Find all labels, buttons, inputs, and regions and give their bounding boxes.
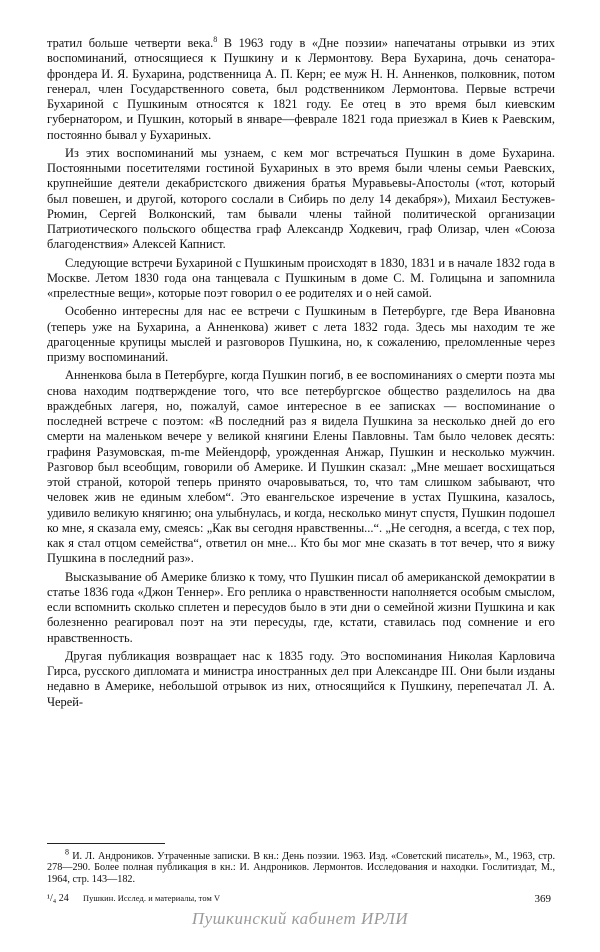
footnote — [47, 847, 555, 885]
page-footer — [47, 893, 555, 907]
paragraph-2: Из этих воспоминаний мы узнаем, с кем мог встречаться Пушкин в доме Бухарина. Постоянными посетителями гостиной Бухариных в это время были члены семьи Раевских, крупнейшие деятели декабристского движения братья Муравьевы-Апостолы («тот, который был повешен, и другой, которого сослали в Сибирь по делу 14 декабря»), Михаил Бестужев-Рюмин, Сергей Волконский, там бывали члены тайной политической организации Патриотического польского общества граф Александр Ходкевич, граф Олизар, член «Союза благоденствия» Алексей Капнист. — [47, 145, 555, 252]
footnote-divider — [47, 843, 165, 844]
footnote-marker: 8 — [65, 847, 69, 857]
printer-signature: ¹/₄ 24 — [47, 893, 69, 904]
page-body — [47, 36, 555, 713]
paragraph-3: Следующие встречи Бухариной с Пушкиным происходят в 1830, 1831 и в начале 1832 года в Москве. Летом 1830 года она танцевала с Пушкиным в доме С. М. Голицына и запомнила «прелестные вещи», которые поэт говорил о ее родителях и о ней самой. — [47, 255, 555, 300]
footnote-ref[interactable]: 8 — [213, 34, 218, 44]
page-number: 369 — [534, 893, 551, 905]
paragraph-4: Особенно интересны для нас ее встречи с Пушкиным в Петербурге, где Вера Ивановна (теперь уже на Бухарина, а Анненкова) живет с лета 1832 года. Здесь мы находим те же драгоценные крупицы мыслей и разговоров Пушкина, но, к сожалению, преломленные через призму воспоминаний. — [47, 304, 555, 364]
running-title: Пушкин. Исслед. и материалы, том V — [83, 894, 221, 903]
paragraph-7: Другая публикация возвращает нас к 1835 году. Это воспоминания Николая Карловича Гирса, русского дипломата и министра иностранных дел при Александре III. Они были изданы недавно в Америке, небольшой отрывок из них, относящийся к Пушкину, перепечатал Л. А. Черей- — [47, 648, 555, 709]
paragraph-6: Высказывание об Америке близко к тому, что Пушкин писал об американской демократии в статье 1836 года «Джон Теннер». Его реплика о нравственности наполняется особым смыслом, если вспомнить сколько сплетен и пересудов было в эти дни о семейной жизни Пушкина и как болезненно реагировал поэт на эти пересуды, где, кстати, ставилась под сомнение и его нравственность. — [47, 569, 555, 645]
watermark: Пушкинский кабинет ИРЛИ — [191, 909, 409, 928]
paragraph-1-text: тратил больше четверти века. — [47, 36, 214, 50]
paragraph-5: Анненкова была в Петербурге, когда Пушкин погиб, в ее воспоминаниях о смерти поэта мы снова находим подтверждение того, что все петербургское общество разделилось на два враждебных лагеря, но, пожалуй, самое интересное в ее записках — воспоминание о последней встрече с поэтом: «В последний раз я видела Пушкина за несколько дней до его смерти на маленьком вечере у великой княгини Елены Павловны. Там было человек десять: графиня Разумовская, m-me Мейендорф, урожденная Анжар, Пушкин и несколько мужчин. Разговор был всеобщим, говорили об Америке. И Пушкин сказал: „Мне мешает восхищаться этой страной, которой теперь принято очаровываться, то, что там слишком забывают, что человек жив не единым хлебом“. Это евангельское изречение в устах Пушкина, казалось, удивило великую княгиню; она улыбнулась, и когда, несколько минут спустя, Пушкин подошел ко мне, я сказала ему, смеясь: „Как вы сегодня нравственны...“. „Не сегодня, а всегда, с тех пор, как я стал отцом семейства“, ответил он мне... Кто бы мог мне сказать в тот вечер, что я вижу Пушкина в последний раз». — [47, 368, 555, 566]
footnote-text: И. Л. Андроников. Утраченные записки. В кн.: День поэзии. 1963. Изд. «Советский писатель», М., 1963, стр. 278—290. Более полная публикация в кн.: И. Андроников. Лермонтов. Исследования и находки. Гослитиздат, М., 1964, стр. 143—182. — [47, 851, 555, 885]
paragraph-1 — [47, 36, 555, 143]
paragraph-1-text-cont: В 1963 году в «Дне поэзии» напечатаны отрывки из этих воспоминаний, относящиеся к Пушкину и к Лермонтову. Вера Бухарина, дочь сенатора-фрондера И. Я. Бухарина, родственница А. П. Керн; ее муж Н. Н. Анненков, полковник, потом генерал, член Государственного совета, был родственником Лермонтова. Первые встречи Бухариной с Пушкиным относятся к 1821 году. Ее отец в это время был киевским губернатором, и Пушкин, который в январе—феврале 1821 года приезжал в Киев к Раевским, постоянно бывал у Бухариных. — [47, 36, 555, 142]
